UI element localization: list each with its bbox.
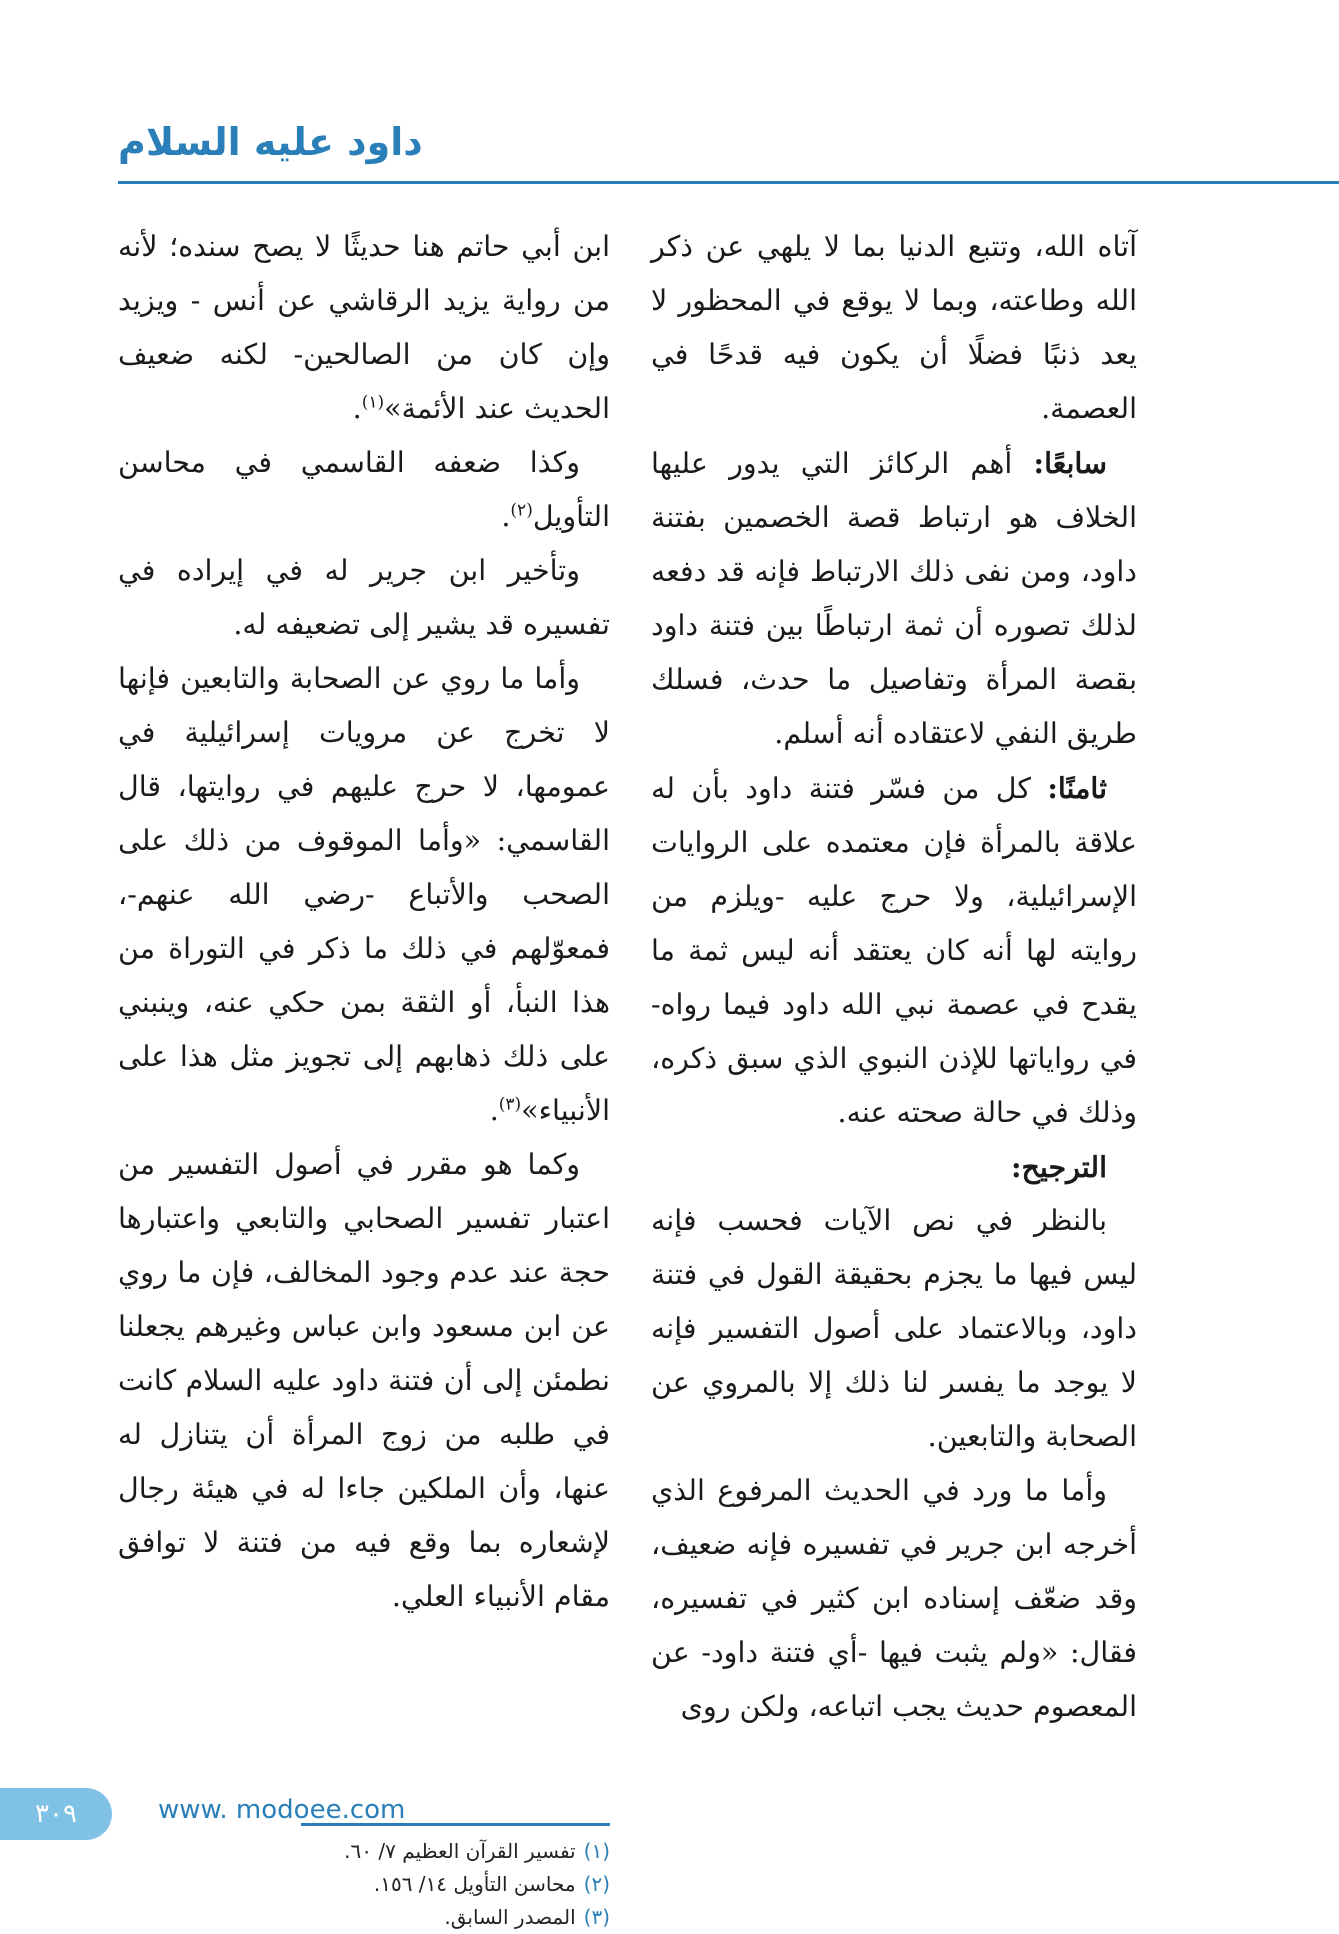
header-rule [118, 181, 1339, 184]
paragraph-text: وكذا ضعفه القاسمي في محاسن التأويل [118, 446, 610, 533]
paragraph: وأما ما ورد في الحديث المرفوع الذي أخرجه ابن جرير في تفسيره فإنه ضعيف، وقد ضعّف إسناده ابن كثير في تفسيره، فقال: «ولم يثبت فيها -أي فتنة داود- عن المعصوم حديث يجب اتباعه، ولكن روى [651, 1474, 1137, 1723]
paragraph: وتأخير ابن جرير له في إيراده في تفسيره قد يشير إلى تضعيفه له. [118, 554, 610, 641]
paragraph [651, 436, 1137, 761]
paragraph-text: ابن أبي حاتم هنا حديثًا لا يصح سنده؛ لأنه من رواية يزيد الرقاشي عن أنس - ويزيد وإن كان من الصالحين- لكنه ضعيف الحديث عند الأئمة» [118, 230, 610, 425]
paragraph: وكما هو مقرر في أصول التفسير من اعتبار تفسير الصحابي والتابعي واعتبارها حجة عند عدم وجود المخالف، فإن ما روي عن ابن مسعود وابن عباس وغيرهم يجعلنا نطمئن إلى أن فتنة داود عليه السلام كانت في طلبه من زوج المرأة أن يتنازل له عنها، وأن الملكين جاءا له في هيئة رجال لإشعاره بما وقع فيه من فتنة لا توافق مقام الأنبياء العلي. [118, 1148, 610, 1613]
running-header [118, 120, 538, 180]
page-number: ٣٠٩ [35, 1799, 77, 1829]
footnote-ref[interactable]: (١) [361, 392, 385, 413]
footnote-item [118, 1868, 610, 1901]
footnote-text: المصدر السابق. [444, 1905, 576, 1929]
paragraph-text: وأما ما روي عن الصحابة والتابعين فإنها لا تخرج عن مرويات إسرائيلية في عمومها، لا حرج عليهم في روايتها، قال القاسمي: «وأما الموقوف من ذلك على الصحب والأتباع -رضي الله عنهم-، فمعوّلهم في ذلك ما ذكر في التوراة من هذا النبأ، أو الثقة بمن حكي عنه، وينبني على ذلك ذهابهم إلى تجويز مثل هذا على الأنبياء» [118, 662, 610, 1127]
footnote-text: تفسير القرآن العظيم ٧/ ٦٠. [344, 1839, 576, 1863]
paragraph: وأما ما روي عن الصحابة والتابعين فإنها لا تخرج عن مرويات إسرائيلية في عمومها، لا حرج عليهم في روايتها، قال القاسمي: «وأما الموقوف من ذلك على الصحب والأتباع -رضي الله عنهم-، فمعوّلهم في ذلك ما ذكر في التوراة من هذا النبأ، أو الثقة بمن حكي عنه، وينبني على ذلك ذهابهم إلى تجويز مثل هذا على الأنبياء»$^{(٣)}$. [118, 662, 610, 1127]
point-label: سابعًا: [1033, 446, 1107, 480]
section-heading: الترجيح: [1010, 1150, 1107, 1184]
footnote-number: (١) [583, 1839, 610, 1863]
footnotes [118, 1835, 610, 1934]
footnote-ref[interactable]: (٣) [498, 1094, 522, 1115]
footnote-item [118, 1901, 610, 1934]
paragraph: بالنظر في نص الآيات فحسب فإنه ليس فيها ما يجزم بحقيقة القول في فتنة داود، وبالاعتماد على أصول التفسير فإنه لا يوجد ما يفسر لنا ذلك إلا بالمروي عن الصحابة والتابعين. [651, 1204, 1137, 1453]
point-text: كل من فسّر فتنة داود بأن له علاقة بالمرأة فإن معتمده على الروايات الإسرائيلية، ولا حرج عليه -ويلزم من روايته لها أنه كان يعتقد أنه ليس ثمة ما يقدح في عصمة نبي الله داود فيما رواه- في رواياتها للإذن النبوي الذي سبق ذكره، وذلك في حالة صحته عنه. [651, 772, 1137, 1129]
footnote-number: (٣) [583, 1905, 610, 1929]
website-link[interactable]: www. modoee.com [158, 1795, 406, 1825]
paragraph: آتاه الله، وتتبع الدنيا بما لا يلهي عن ذكر الله وطاعته، وبما لا يوقع في المحظور لا يعد ذنبًا فضلًا أن يكون فيه قدحًا في العصمة. [651, 230, 1137, 425]
point-text: أهم الركائز التي يدور عليها الخلاف هو ارتباط قصة الخصمين بفتنة داود، ومن نفى ذلك الارتباط فإنه قد دفعه لذلك تصوره أن ثمة ارتباطًا بين فتنة داود بقصة المرأة وتفاصيل ما حدث، فسلك طريق النفي لاعتقاده أنه أسلم. [651, 447, 1137, 750]
footnote-item [118, 1835, 610, 1868]
paragraph: ابن أبي حاتم هنا حديثًا لا يصح سنده؛ لأنه من رواية يزيد الرقاشي عن أنس - ويزيد وإن كان من الصالحين- لكنه ضعيف الحديث عند الأئمة»$^{(١)}$. [118, 230, 610, 425]
footnote-ref[interactable]: (٢) [510, 500, 533, 521]
footnote-text: محاسن التأويل ١٤/ ١٥٦. [373, 1872, 576, 1896]
paragraph [651, 761, 1137, 1140]
page-number-badge [0, 1788, 112, 1840]
chapter-title: داود عليه السلام [118, 120, 423, 164]
footnote-number: (٢) [583, 1872, 610, 1896]
paragraph: وكذا ضعفه القاسمي في محاسن التأويل$^{(٢)}$. [118, 446, 610, 533]
point-label: ثامنًا: [1047, 771, 1107, 805]
left-column [118, 220, 610, 1624]
right-column [651, 220, 1137, 1734]
